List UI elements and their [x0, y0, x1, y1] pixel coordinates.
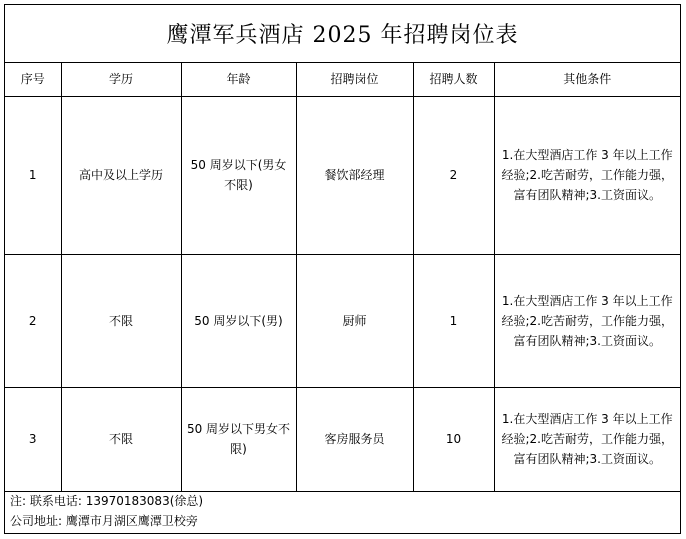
cell-seq: 2: [5, 254, 61, 387]
header-position: 招聘岗位: [296, 63, 413, 96]
header-seq: 序号: [5, 63, 61, 96]
cell-age: 50 周岁以下男女不限): [181, 387, 296, 491]
cell-conditions: 1.在大型酒店工作 3 年以上工作经验;2.吃苦耐劳，工作能力强，富有团队精神;3.工资面议。: [494, 254, 680, 387]
contact-note: 注: 联系电话: 13970183083(徐总): [10, 494, 204, 508]
cell-conditions: 1.在大型酒店工作 3 年以上工作经验;2.吃苦耐劳，工作能力强，富有团队精神;3.工资面议。: [494, 387, 680, 491]
cell-conditions: 1.在大型酒店工作 3 年以上工作经验;2.吃苦耐劳，工作能力强，富有团队精神;3.工资面议。: [494, 96, 680, 254]
recruitment-table: [5, 63, 680, 492]
cell-position: 厨师: [296, 254, 413, 387]
cell-seq: 1: [5, 96, 61, 254]
header-count: 招聘人数: [413, 63, 494, 96]
cell-count: 2: [413, 96, 494, 254]
cell-count: 1: [413, 254, 494, 387]
header-age: 年龄: [181, 63, 296, 96]
address-note: 公司地址: 鹰潭市月湖区鹰潭卫校旁: [10, 514, 198, 528]
header-conditions: 其他条件: [494, 63, 680, 96]
table-row: [5, 254, 680, 387]
cell-position: 餐饮部经理: [296, 96, 413, 254]
table-row: [5, 387, 680, 491]
cell-count: 10: [413, 387, 494, 491]
page-title: 鹰潭军兵酒店 2025 年招聘岗位表: [5, 5, 680, 63]
recruitment-sheet: [4, 4, 681, 534]
table-row: [5, 96, 680, 254]
cell-position: 客房服务员: [296, 387, 413, 491]
cell-education: 不限: [61, 254, 181, 387]
table-header-row: [5, 63, 680, 96]
cell-age: 50 周岁以下(男女不限): [181, 96, 296, 254]
cell-age: 50 周岁以下(男): [181, 254, 296, 387]
cell-seq: 3: [5, 387, 61, 491]
footer-notes: [5, 491, 680, 531]
cell-education: 高中及以上学历: [61, 96, 181, 254]
cell-education: 不限: [61, 387, 181, 491]
header-education: 学历: [61, 63, 181, 96]
